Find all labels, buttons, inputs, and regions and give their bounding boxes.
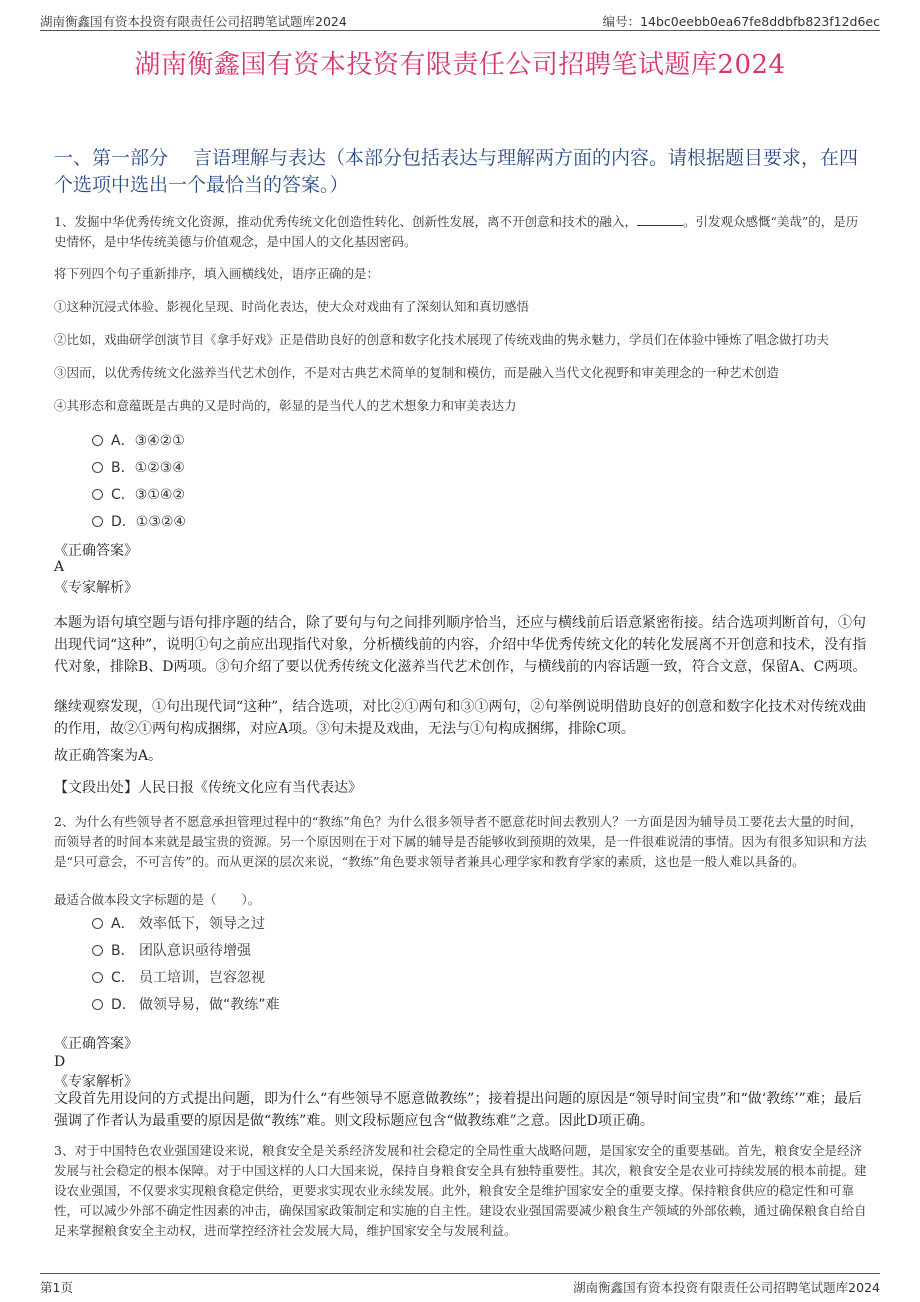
document-title: 湖南衡鑫国有资本投资有限责任公司招聘笔试题库2024: [134, 50, 786, 80]
question-1-instruction: 将下列四个句子重新排序，填入画横线处，语序正确的是：: [54, 266, 380, 281]
sentence-2: ②比如，戏曲研学创演节目《拿手好戏》正是借助良好的创意和数字化技术展现了传统戏曲的隽永魅力，学员们在体验中锤炼了唱念做打功夫: [54, 332, 830, 347]
q2-option-a[interactable]: [92, 913, 265, 933]
q1-option-a[interactable]: [92, 430, 185, 450]
option-text: 员工培训，岂容忽视: [139, 970, 265, 986]
sentence-1: ①这种沉浸式体验、影视化呈现、时尚化表达，使大众对戏曲有了深刻认知和真切感悟: [54, 299, 530, 314]
question-1-stem: [54, 212, 870, 252]
section-heading: 一、第一部分 言语理解与表达（本部分包括表达与理解两方面的内容。请根据题目要求，在四个选项中选出一个最恰当的答案。）: [54, 147, 859, 196]
answer-label: 《正确答案》: [54, 1036, 138, 1052]
q2-option-c[interactable]: [92, 967, 265, 987]
sentence-4: ④其形态和意蕴既是古典的又是时尚的，彰显的是当代人的艺术想象力和审美表达力: [54, 398, 517, 413]
option-letter: C．: [111, 487, 135, 503]
option-text: 团队意识亟待增强: [139, 943, 251, 959]
option-letter: C．: [111, 970, 135, 986]
analysis-paragraph-2: 继续观察发现，①句出现代词“这种”，结合选项，对比②①两句和③①两句，②句举例说明借助良好的创意和数字化技术对传统戏曲的作用，故②①两句构成捆绑，对应A项。③句未提及戏曲，无法与①句构成捆绑，排除C项。: [54, 699, 867, 737]
q1-option-c[interactable]: [92, 484, 185, 504]
document-id: 编号：14bc0eebb0ea67fe8ddbfb823f12d6ec: [602, 14, 880, 29]
question-1-stem-part-1: 1、发掘中华优秀传统文化资源，推动优秀传统文化创造性转化、创新性发展，离不开创意和技术的融入，: [54, 214, 637, 229]
option-letter: D．: [111, 514, 136, 530]
page-footer: [40, 1273, 880, 1294]
sentence-3: ③因而，以优秀传统文化滋养当代艺术创作，不是对古典艺术简单的复制和模仿，而是融入当代文化视野和审美理念的一种艺术创造: [54, 365, 780, 380]
option-text: 做领导易，做“教练”难: [139, 997, 280, 1013]
question-2-stem: 2、为什么有些领导者不愿意承担管理过程中的“教练”角色？为什么很多领导者不愿意花时间去教别人？一方面是因为辅导员工要花去大量的时间，而领导者的时间本来就是最宝贵的资源。另一个原因则在于对下属的辅导是否能够收到预期的效果，是一件很难说清的事情。因为有很多知识和方法是“只可意会，不可言传”的。而从更深的层次来说，“教练”角色要求领导者兼具心理学家和教育学家的素质，这也是一般人难以具备的。: [54, 814, 867, 869]
q2-option-b[interactable]: [92, 940, 251, 960]
option-letter: D．: [111, 997, 136, 1013]
option-text: ①②③④: [134, 460, 185, 476]
radio-icon[interactable]: [92, 972, 103, 983]
radio-icon[interactable]: [92, 489, 103, 500]
option-text: ①③②④: [135, 514, 186, 530]
option-text: ③④②①: [134, 433, 185, 449]
radio-icon[interactable]: [92, 462, 103, 473]
answer-value: A: [54, 559, 65, 575]
page-header: [40, 10, 880, 31]
fill-in-blank: [637, 213, 683, 226]
header-title: 湖南衡鑫国有资本投资有限责任公司招聘笔试题库2024: [40, 14, 347, 29]
page-number: 第1页: [40, 1280, 73, 1295]
analysis-paragraph-3: 故正确答案为A。: [54, 748, 163, 764]
question-2-prompt: 最适合做本段文字标题的是（ ）。: [54, 892, 261, 907]
radio-icon[interactable]: [92, 516, 103, 527]
footer-title: 湖南衡鑫国有资本投资有限责任公司招聘笔试题库2024: [573, 1280, 880, 1295]
source-citation: 【文段出处】人民日报《传统文化应有当代表达》: [54, 780, 362, 796]
answer-label: 《正确答案》: [54, 543, 138, 559]
answer-value: D: [54, 1054, 66, 1070]
option-text: 效率低下，领导之过: [139, 916, 265, 932]
question-1-stem-part-2: 。引发观众感慨“美哉”的，是历史情怀，是中华传统美德与价值观念，是中国人的文化基因密码。: [54, 214, 859, 249]
analysis-label: 《专家解析》: [54, 580, 138, 596]
radio-icon[interactable]: [92, 435, 103, 446]
option-letter: B．: [111, 460, 135, 476]
option-letter: A．: [111, 433, 135, 449]
option-letter: B．: [111, 943, 135, 959]
analysis-paragraph-1: 本题为语句填空题与语句排序题的结合，除了要句与句之间排列顺序恰当，还应与横线前后语意紧密衔接。结合选项判断首句，①句出现代词“这种”，说明①句之前应出现指代对象，分析横线前的内容，介绍中华优秀传统文化的转化发展离不开创意和技术，没有指代对象，排除B、D两项。③句介绍了要以优秀传统文化滋养当代艺术创作，与横线前的内容话题一致，符合文意，保留A、C两项。: [54, 615, 867, 675]
q1-option-b[interactable]: [92, 457, 185, 477]
option-text: ③①④②: [134, 487, 185, 503]
radio-icon[interactable]: [92, 999, 103, 1010]
question-3-stem: 3、对于中国特色农业强国建设来说，粮食安全是关系经济发展和社会稳定的全局性重大战略问题，是国家安全的重要基础。首先，粮食安全是经济发展与社会稳定的根本保障。对于中国这样的人口大国来说，保持自身粮食安全具有独特重要性。其次，粮食安全是农业可持续发展的根本前提。建设农业强国，不仅要求实现粮食稳定供给，更要求实现农业永续发展。此外，粮食安全是维护国家安全的重要支撑。保持粮食供应的稳定性和可靠性，可以减少外部不确定性因素的冲击，确保国家政策制定和实施的自主性。建设农业强国需要减少粮食生产领域的外部依赖，通过确保粮食自给自足来掌握粮食安全主动权，进而掌控经济社会发展大局，维护国家安全与发展利益。: [54, 1143, 867, 1238]
option-letter: A．: [111, 916, 135, 932]
radio-icon[interactable]: [92, 918, 103, 929]
analysis-label: 《专家解析》: [54, 1074, 138, 1090]
analysis-paragraph: 文段首先用设问的方式提出问题，即为什么“有些领导不愿意做教练”；接着提出问题的原因是“领导时间宝贵”和“做‘教练’”难；最后强调了作者认为最重要的原因是做“教练”难。则文段标题应包含“做教练难”之意。因此D项正确。: [54, 1091, 862, 1129]
radio-icon[interactable]: [92, 945, 103, 956]
q1-option-d[interactable]: [92, 511, 186, 531]
q2-option-d[interactable]: [92, 994, 280, 1014]
